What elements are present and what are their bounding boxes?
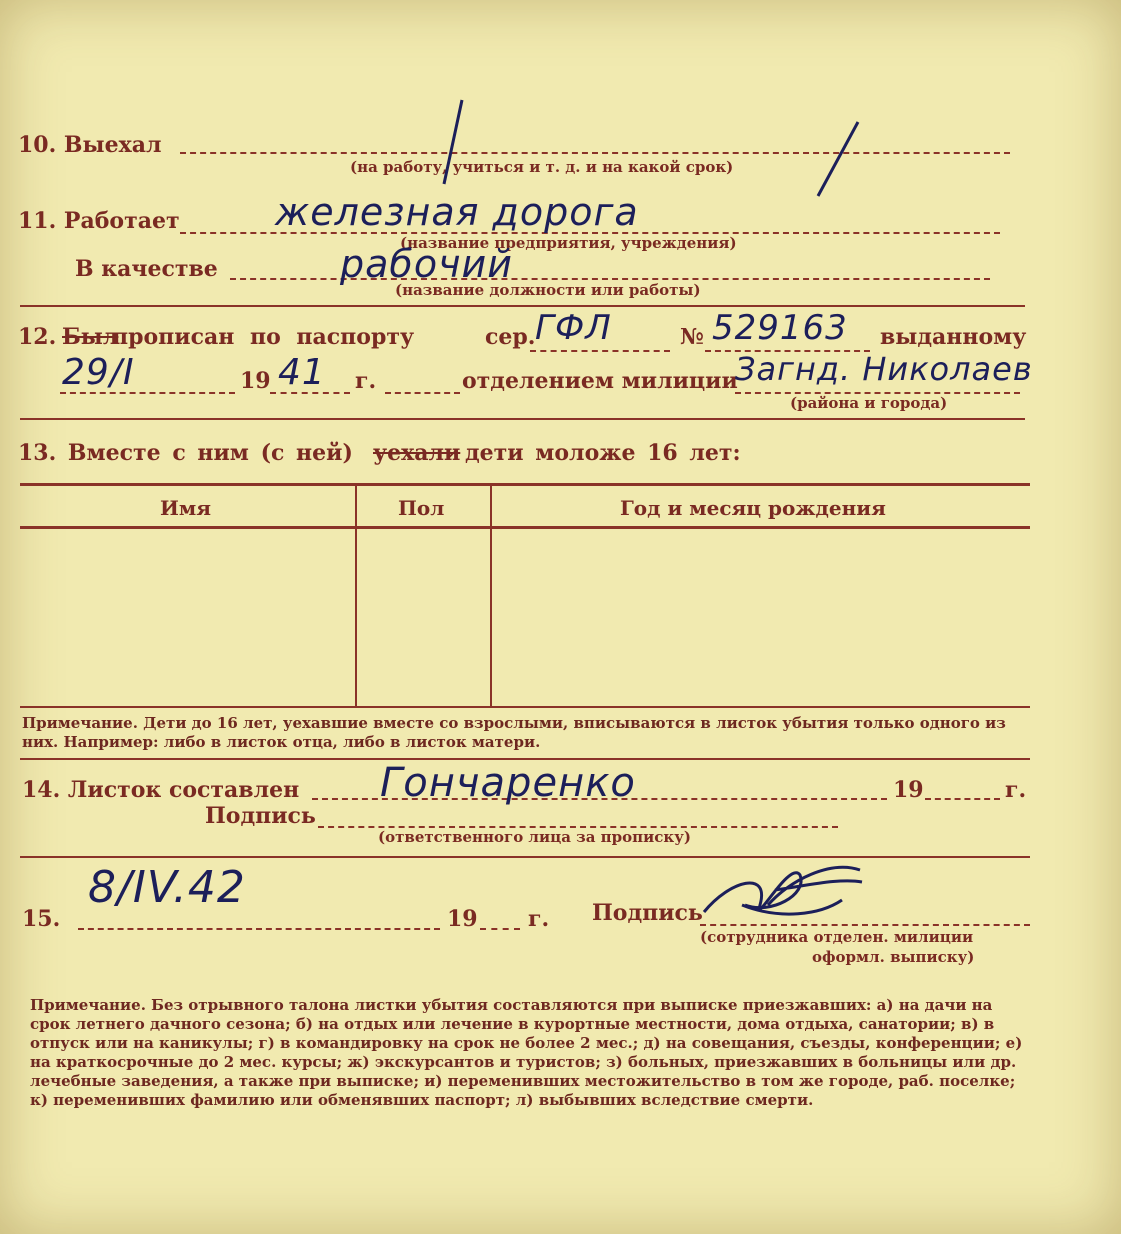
item12-dept-caption: (района и города)	[790, 394, 948, 412]
item11-label: 11. Работает	[18, 208, 180, 234]
item12-date-value: 29/I	[62, 352, 135, 393]
item12-number-value: 529163	[712, 308, 848, 348]
item10-caption: (на работу, учиться и т. д. и на какой срок)	[350, 158, 734, 176]
item13-label-b: дети моложе 16 лет:	[465, 440, 741, 466]
item12-dept-value: Загнд. Николаев	[735, 350, 1033, 388]
item12-year-prefix: 19	[240, 368, 271, 394]
item12-num: 12.	[18, 324, 57, 350]
item15-caption-2: оформл. выписку)	[812, 948, 975, 966]
strike-mark-1	[444, 100, 462, 184]
item11-as-handwritten-value: рабочий	[340, 242, 513, 286]
item13-struck-word: уехали	[373, 440, 461, 466]
item15-label: 15.	[22, 906, 61, 932]
item12-year-suffix: г.	[355, 368, 377, 394]
table-header-name: Имя	[160, 496, 212, 520]
item13-note: Примечание. Дети до 16 лет, уехавшие вместе со взрослыми, вписываются в листок убытия только одного из них. Например: либо в листок отца, либо в листок матери.	[22, 714, 1006, 751]
item11-as-caption: (название должности или работы)	[395, 281, 701, 299]
item14-handwritten-value: Гончаренко	[380, 760, 636, 806]
item13-label-a: 13. Вместе с ним (с ней)	[18, 440, 353, 466]
strike-mark-2	[818, 122, 858, 196]
table-header-birth: Год и месяц рождения	[620, 496, 886, 520]
item14-year-prefix: 19	[893, 777, 924, 803]
item15-caption-1: (сотрудника отделен. милиции	[700, 928, 974, 946]
item12-year-value: 41	[278, 352, 326, 393]
item14-label: 14. Листок составлен	[22, 777, 300, 803]
item15-year-prefix: 19	[447, 906, 478, 932]
item11-as-label: В качестве	[75, 256, 218, 282]
item12-dept-label: отделением милиции	[462, 368, 738, 394]
item11-caption: (название предприятия, учреждения)	[400, 234, 737, 252]
item12-series-value: ГФЛ	[535, 308, 612, 348]
table-header-sex: Пол	[398, 496, 445, 520]
signature-mark	[704, 867, 862, 914]
item12-struck-word: Был	[62, 324, 119, 350]
item15-sign-label: Подпись	[592, 900, 703, 926]
item14-sign-label: Подпись	[205, 803, 316, 829]
item15-year-suffix: г.	[528, 906, 550, 932]
item14-caption: (ответственного лица за прописку)	[378, 828, 691, 846]
item10-label: 10. Выехал	[18, 132, 162, 158]
item12-number-label: №	[680, 324, 704, 350]
item14-year-suffix: г.	[1005, 777, 1027, 803]
item15-date-value: 8/IV.42	[88, 862, 246, 913]
item11-handwritten-value: железная дорога	[275, 190, 639, 234]
item12-series-label: сер.	[485, 324, 536, 350]
item12-text: прописан по паспорту	[112, 324, 415, 350]
item12-issued-label: выданному	[880, 324, 1027, 350]
footnote: Примечание. Без отрывного талона листки убытия составляются при выписке приезжавших: а) на дачи на срок летнего дачного сезона; б) на отдых или лечение в курортные местности, дома отдыха, санатории; в) в отпуск или на каникулы; г) в командировку на срок не более 2 мес.; д) на совещания, съезды, конференции; е) на краткосрочные до 2 мес. курсы; ж) экскурсантов и туристов; з) больных, приезжавших в больницы или др. лечебные заведения, а также при выписке; и) переменивших местожительство в том же городе, раб. поселке; к) переменивших фамилию или обменявших паспорт; л) выбывших вследствие смерти.	[30, 996, 1023, 1109]
